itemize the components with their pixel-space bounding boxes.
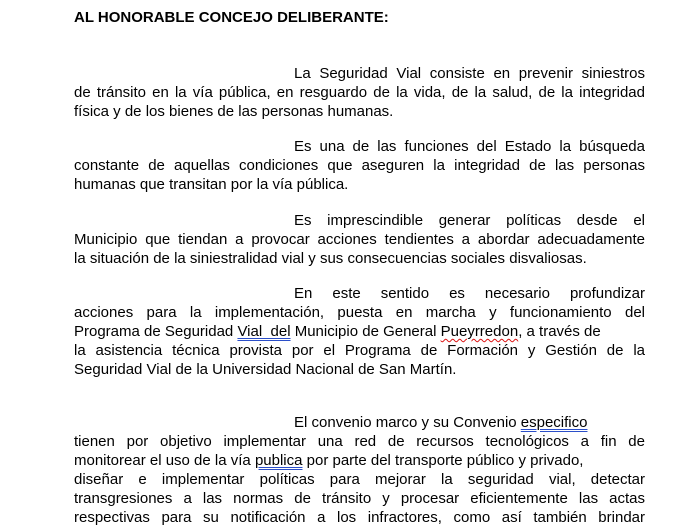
text-segment: El convenio marco y su Convenio [294,414,521,431]
text-segment: , a través de [518,323,601,340]
paragraph-line: En este sentido es necesario profundizar [294,285,645,302]
paragraph-line: de tránsito en la vía pública, en resguardo de la vida, de la salud, de la integridad [74,84,645,101]
grammar-flagged-text: publica [254,452,303,469]
text-segment: por parte del transporte público y privado, [302,452,584,469]
paragraph-4 [74,284,645,379]
paragraph-2 [74,137,645,194]
paragraph-3 [74,211,645,268]
text-segment: Municipio de General [290,323,441,340]
paragraph-line: Seguridad Vial de la Universidad Nacional de San Martín. [74,361,457,378]
paragraph-line: Es una de las funciones del Estado la búsqueda [294,138,645,155]
paragraph-5 [74,413,645,525]
paragraph-line: tienen por objetivo implementar una red de recursos tecnológicos a fin de [74,433,645,450]
spelling-flagged-text: Pueyrredon [440,323,519,340]
paragraph-line: respectivas para su notificación a los infractores, como así también brindar [74,509,645,525]
paragraph-line: transgresiones a las normas de tránsito y procesar eficientemente las actas [74,490,645,507]
paragraph-line: Municipio que tiendan a provocar acciones tendientes a abordar adecuadamente [74,231,645,248]
paragraph-line: humanas que transitan por la vía pública. [74,176,349,193]
paragraph-line: acciones para la implementación, puesta en marcha y funcionamiento del [74,304,645,321]
text-segment: monitorear el uso de la vía [74,452,255,469]
paragraph-line: la situación de la siniestralidad vial y sus consecuencias sociales disvaliosas. [74,250,587,267]
paragraph-line [74,413,645,432]
text-segment: Programa de Seguridad [74,323,238,340]
grammar-flagged-text: especifico [520,414,588,431]
paragraph-line [74,322,645,341]
grammar-flagged-text: Vial del [237,323,291,340]
paragraph-line [74,451,645,470]
document-heading: AL HONORABLE CONCEJO DELIBERANTE: [74,9,389,26]
paragraph-line: física y de los bienes de las personas humanas. [74,103,394,120]
paragraph-line: La Seguridad Vial consiste en prevenir siniestros [294,65,645,82]
paragraph-line: constante de aquellas condiciones que aseguren la integridad de las personas [74,157,645,174]
paragraph-1 [74,64,645,121]
paragraph-line: la asistencia técnica provista por el Programa de Formación y Gestión de la [74,342,645,359]
paragraph-line: diseñar e implementar políticas para mejorar la seguridad vial, detectar [74,471,645,488]
paragraph-line: Es imprescindible generar políticas desde el [294,212,645,229]
